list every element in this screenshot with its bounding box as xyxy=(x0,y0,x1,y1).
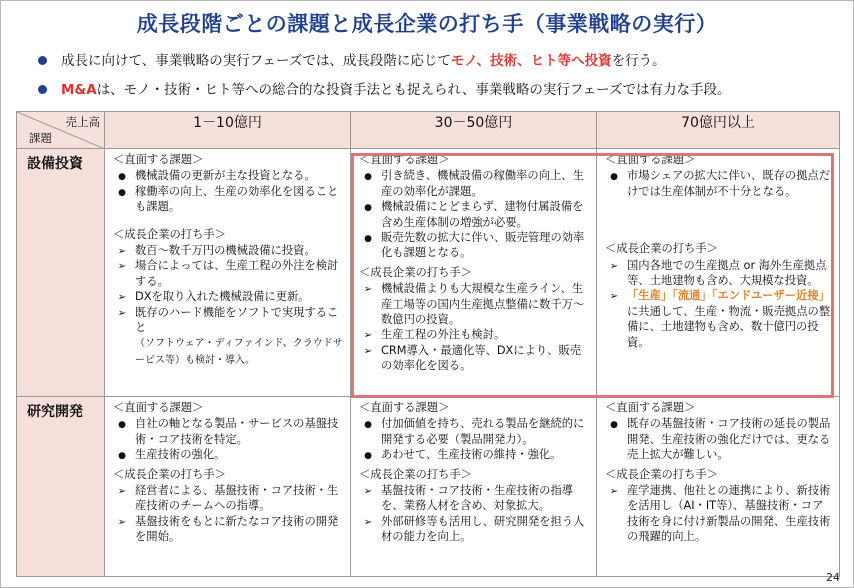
list-item: ➢ 数百～数千万円の機械設備に投資。 xyxy=(113,243,344,258)
cell-equipment-small: ＜直面する課題＞ ● 機械設備の更新が主な投資となる。 ● 稼働率の向上、生産の効率化を図ることも課題。 ＜成長企業の打ち手＞ ➢ 数百～数千万円の機械設備に投資。 ➢ 場合によっては、生産工程の外注を検討する。 ➢ DXを取り入れた機械設備に更新。 ➢ 既存のハード機能をソフトで実現すること （ソフトウェア・ディファインド、クラウドサービス等）も検討・導入。 xyxy=(105,149,351,397)
list-item: ➢ 場合によっては、生産工程の外注を検討する。 xyxy=(113,258,344,289)
table-corner-header: 売上高 課題 xyxy=(17,112,105,149)
list-item: ● 機械設備にとどまらず、建物付属設備を含め生産体制の増強が必要。 xyxy=(359,199,590,230)
column-header-1: 1－10億円 xyxy=(105,112,351,149)
intro-bullet-2: M&Aは、モノ・技術・ヒト等への総合的な投資手法とも捉えられ、事業戦略の実行フェーズでは有力な手段。 xyxy=(38,78,730,98)
list-item: ➢ 基盤技術・コア技術・生産技術の指導を、業務人材を含め、対象拡大。 xyxy=(359,483,590,514)
list-item: ● 稼働率の向上、生産の効率化を図ることも課題。 xyxy=(113,184,344,215)
list-item: ● 機械設備の更新が主な投資となる。 xyxy=(113,168,344,183)
intro-bullet-1: 成長に向けて、事業戦略の実行フェーズでは、成長段階に応じてモノ、技術、ヒト等へ投資を行う。 xyxy=(38,49,666,69)
list-item: ● 販売先数の拡大に伴い、販売管理の効率化も課題となる。 xyxy=(359,230,590,261)
cell-rnd-large: ＜直面する課題＞ ● 既存の基盤技術・コア技術の延長の製品開発、生産技術の強化だけでは、更なる売上拡大が難しい。 ＜成長企業の打ち手＞ ➢ 産学連携、他社との連携により、新技術を活用し（AI・IT等）、基盤技術・コア技術を身に付け新製品の開発、生産技術の飛躍的向上。 xyxy=(597,397,840,577)
row-header-rnd: 研究開発 xyxy=(17,397,105,577)
table-row xyxy=(17,397,840,577)
list-item: ● 引き続き、機械設備の稼働率の向上、生産の効率化が課題。 xyxy=(359,168,590,199)
list-item: ➢ 経営者による、基盤技術・コア技術・生産技術のチームへの指導。 xyxy=(113,483,344,514)
list-item: ● 市場シェアの拡大に伴い、既存の拠点だけでは生産体制が不十分となる。 xyxy=(605,168,833,199)
list-item: ➢ 「生産」「流通」「エンドユーザー近接」に共通して、生産・物流・販売拠点の整備に、土地建物も含め、数十億円の投資。 xyxy=(605,288,833,350)
page-number: 24 xyxy=(826,571,840,584)
cell-equipment-mid: ＜直面する課題＞ ● 引き続き、機械設備の稼働率の向上、生産の効率化が課題。 ● 機械設備にとどまらず、建物付属設備を含め生産体制の増強が必要。 ● 販売先数の拡大に伴い、販売管理の効率化も課題となる。 ＜成長企業の打ち手＞ ➢ 機械設備よりも大規模な生産ライン、生産工場等の国内生産拠点整備に数千万～数億円の投資。 ➢ 生産工程の外注も検討。 ➢ CRM導入・最適化等、DXにより、販売の効率化を図る。 xyxy=(351,149,597,397)
list-item: ➢ 既存のハード機能をソフトで実現すること （ソフトウェア・ディファインド、クラウドサービス等）も検討・導入。 xyxy=(113,305,344,369)
bullet-dot-icon xyxy=(38,56,47,65)
row-header-equipment: 設備投資 xyxy=(17,149,105,397)
list-item: ➢ 生産工程の外注も検討。 xyxy=(359,327,590,342)
list-item: ● あわせて、生産技術の維持・強化。 xyxy=(359,447,590,462)
list-item: ➢ 外部研修等も活用し、研究開発を担う人材の能力を向上。 xyxy=(359,514,590,545)
list-item: ➢ CRM導入・最適化等、DXにより、販売の効率化を図る。 xyxy=(359,343,590,374)
column-header-3: 70億円以上 xyxy=(597,112,840,149)
list-item: ➢ 機械設備よりも大規模な生産ライン、生産工場等の国内生産拠点整備に数千万～数億円の投資。 xyxy=(359,281,590,327)
list-item: ● 既存の基盤技術・コア技術の延長の製品開発、生産技術の強化だけでは、更なる売上拡大が難しい。 xyxy=(605,416,833,462)
list-item: ➢ DXを取り入れた機械設備に更新。 xyxy=(113,289,344,304)
list-item: ➢ 国内各地での生産拠点 or 海外生産拠点等、土地建物も含め、大規模な投資。 xyxy=(605,258,833,289)
list-item: ● 生産技術の強化。 xyxy=(113,447,344,462)
list-item: ➢ 基盤技術をもとに新たなコア技術の開発を開始。 xyxy=(113,514,344,545)
cell-equipment-large: ＜直面する課題＞ ● 市場シェアの拡大に伴い、既存の拠点だけでは生産体制が不十分となる。 ＜成長企業の打ち手＞ ➢ 国内各地での生産拠点 or 海外生産拠点等、土地建物も含め、大規模な投資。 ➢ 「生産」「流通」「エンドユーザー近接」に共通して、生産・物流・販売拠点の整備に、土地建物も含め、数十億円の投資。 xyxy=(597,149,840,397)
table-row xyxy=(17,149,840,397)
cell-rnd-small: ＜直面する課題＞ ● 自社の軸となる製品・サービスの基盤技術・コア技術を特定。 ● 生産技術の強化。 ＜成長企業の打ち手＞ ➢ 経営者による、基盤技術・コア技術・生産技術のチームへの指導。 ➢ 基盤技術をもとに新たなコア技術の開発を開始。 xyxy=(105,397,351,577)
list-item: ➢ 産学連携、他社との連携により、新技術を活用し（AI・IT等）、基盤技術・コア技術を身に付け新製品の開発、生産技術の飛躍的向上。 xyxy=(605,483,833,545)
list-item: ● 付加価値を持ち、売れる製品を継続的に開発する必要（製品開発力）。 xyxy=(359,416,590,447)
list-item: ● 自社の軸となる製品・サービスの基盤技術・コア技術を特定。 xyxy=(113,416,344,447)
cell-rnd-mid: ＜直面する課題＞ ● 付加価値を持ち、売れる製品を継続的に開発する必要（製品開発力）。 ● あわせて、生産技術の維持・強化。 ＜成長企業の打ち手＞ ➢ 基盤技術・コア技術・生産技術の指導を、業務人材を含め、対象拡大。 ➢ 外部研修等も活用し、研究開発を担う人材の能力を向上。 xyxy=(351,397,597,577)
column-header-2: 30－50億円 xyxy=(351,112,597,149)
bullet-dot-icon xyxy=(38,85,47,94)
slide-title: 成長段階ごとの課題と成長企業の打ち手（事業戦略の実行） xyxy=(136,12,718,36)
strategy-table xyxy=(16,111,840,577)
